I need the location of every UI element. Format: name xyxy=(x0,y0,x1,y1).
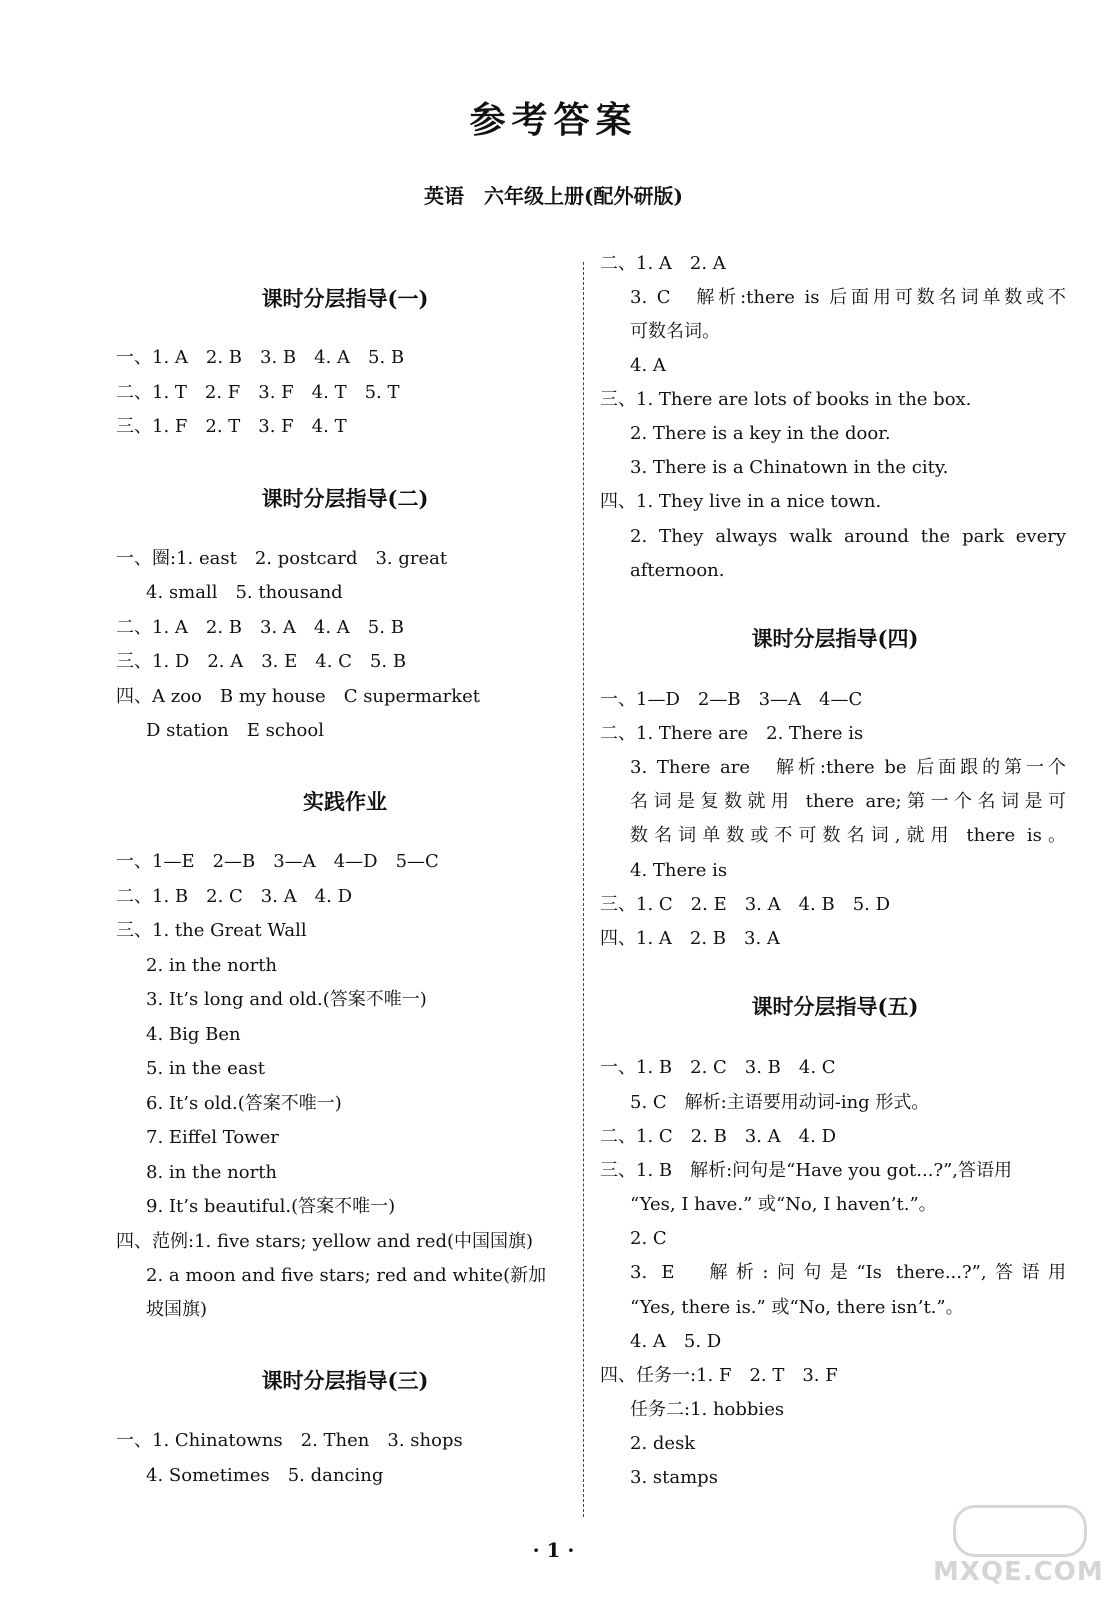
section-heading: 课时分层指导(二) xyxy=(261,486,429,511)
section-heading: 课时分层指导(三) xyxy=(261,1368,429,1393)
answer-line: 一、1—E 2—B 3—A 4—D 5—C xyxy=(116,851,439,872)
answer-line: 2. They always walk around the park every xyxy=(630,526,1066,547)
column-divider xyxy=(583,262,584,1517)
answer-line: 二、1. A 2. A xyxy=(600,253,726,274)
answer-line: 坡国旗) xyxy=(146,1299,208,1320)
answer-line: 三、1. There are lots of books in the box. xyxy=(600,389,972,410)
answer-line: 4. small 5. thousand xyxy=(146,582,343,603)
answer-line: 四、A zoo B my house C supermarket xyxy=(116,686,480,707)
answer-line: 3. C 解析:there is 后面用可数名词单数或不 xyxy=(630,287,1066,308)
answer-line: 4. Big Ben xyxy=(146,1024,241,1045)
answer-line: 四、1. A 2. B 3. A xyxy=(600,928,780,949)
answer-line: 二、1. C 2. B 3. A 4. D xyxy=(600,1126,837,1147)
answer-line: 二、1. There are 2. There is xyxy=(600,723,864,744)
answer-line: 三、1. C 2. E 3. A 4. B 5. D xyxy=(600,894,891,915)
answer-line: 四、1. They live in a nice town. xyxy=(600,491,882,512)
answer-line: 数名词单数或不可数名词,就用 there is。 xyxy=(630,825,1066,846)
answer-line: 3. There is a Chinatown in the city. xyxy=(630,457,949,478)
answer-line: 任务二:1. hobbies xyxy=(630,1399,785,1420)
answer-line: 3. It’s long and old.(答案不唯一) xyxy=(146,989,427,1010)
answer-line: 三、1. F 2. T 3. F 4. T xyxy=(116,416,347,437)
watermark-badge-icon xyxy=(953,1505,1087,1557)
answer-line: 3. E 解析:问句是“Is there...?”,答语用 xyxy=(630,1262,1066,1283)
answer-line: D station E school xyxy=(146,720,324,741)
answer-line: 一、圈:1. east 2. postcard 3. great xyxy=(116,548,448,569)
answer-line: 6. It’s old.(答案不唯一) xyxy=(146,1093,342,1114)
answer-line: 二、1. B 2. C 3. A 4. D xyxy=(116,886,353,907)
answer-line: 一、1. B 2. C 3. B 4. C xyxy=(600,1057,836,1078)
answer-line: 4. There is xyxy=(630,860,728,881)
answer-line: 2. in the north xyxy=(146,955,278,976)
answer-line: 可数名词。 xyxy=(630,321,720,342)
answer-line: 三、1. D 2. A 3. E 4. C 5. B xyxy=(116,651,407,672)
page-title: 参考答案 xyxy=(469,99,638,141)
answer-line: “Yes, there is.” 或“No, there isn’t.”。 xyxy=(630,1297,964,1318)
page-subtitle: 英语 六年级上册(配外研版) xyxy=(424,184,683,208)
answer-line: 4. Sometimes 5. dancing xyxy=(146,1465,384,1486)
answer-line: 9. It’s beautiful.(答案不唯一) xyxy=(146,1196,396,1217)
answer-line: 四、任务一:1. F 2. T 3. F xyxy=(600,1365,838,1386)
answer-line: 2. a moon and five stars; red and white(新加 xyxy=(146,1265,547,1286)
section-heading: 课时分层指导(一) xyxy=(261,286,429,311)
answer-line: 2. desk xyxy=(630,1433,696,1454)
answer-line: 三、1. B 解析:问句是“Have you got...?”,答语用 xyxy=(600,1160,1013,1181)
answer-line: 3. stamps xyxy=(630,1467,718,1488)
answer-line: 一、1. Chinatowns 2. Then 3. shops xyxy=(116,1430,463,1451)
answer-line: 四、范例:1. five stars; yellow and red(中国国旗) xyxy=(116,1231,534,1252)
section-heading: 实践作业 xyxy=(303,789,387,814)
answer-line: 7. Eiffel Tower xyxy=(146,1127,279,1148)
answer-line: 二、1. T 2. F 3. F 4. T 5. T xyxy=(116,382,400,403)
answer-line: 2. C xyxy=(630,1228,667,1249)
answer-line: 5. C 解析:主语要用动词-ing 形式。 xyxy=(630,1092,930,1113)
answer-line: 4. A 5. D xyxy=(630,1331,722,1352)
answer-line: 二、1. A 2. B 3. A 4. A 5. B xyxy=(116,617,404,638)
answer-line: 一、1. A 2. B 3. B 4. A 5. B xyxy=(116,347,405,368)
answer-line: 3. There are 解析:there be 后面跟的第一个 xyxy=(630,757,1066,778)
answer-line: 一、1—D 2—B 3—A 4—C xyxy=(600,689,863,710)
page-number: · 1 · xyxy=(532,1538,575,1562)
section-heading: 课时分层指导(五) xyxy=(751,994,919,1019)
answer-line: 名词是复数就用 there are;第一个名词是可 xyxy=(630,791,1066,812)
watermark-text: MXQE.COM xyxy=(933,1557,1104,1587)
answer-line: 2. There is a key in the door. xyxy=(630,423,891,444)
answer-line: 三、1. the Great Wall xyxy=(116,920,307,941)
answer-line: 5. in the east xyxy=(146,1058,266,1079)
answer-line: 4. A xyxy=(630,355,666,376)
watermark-logo xyxy=(933,1505,1104,1593)
answer-line: “Yes, I have.” 或“No, I haven’t.”。 xyxy=(630,1194,937,1215)
answer-line: 8. in the north xyxy=(146,1162,278,1183)
section-heading: 课时分层指导(四) xyxy=(751,626,919,651)
answer-line: afternoon. xyxy=(630,560,725,581)
